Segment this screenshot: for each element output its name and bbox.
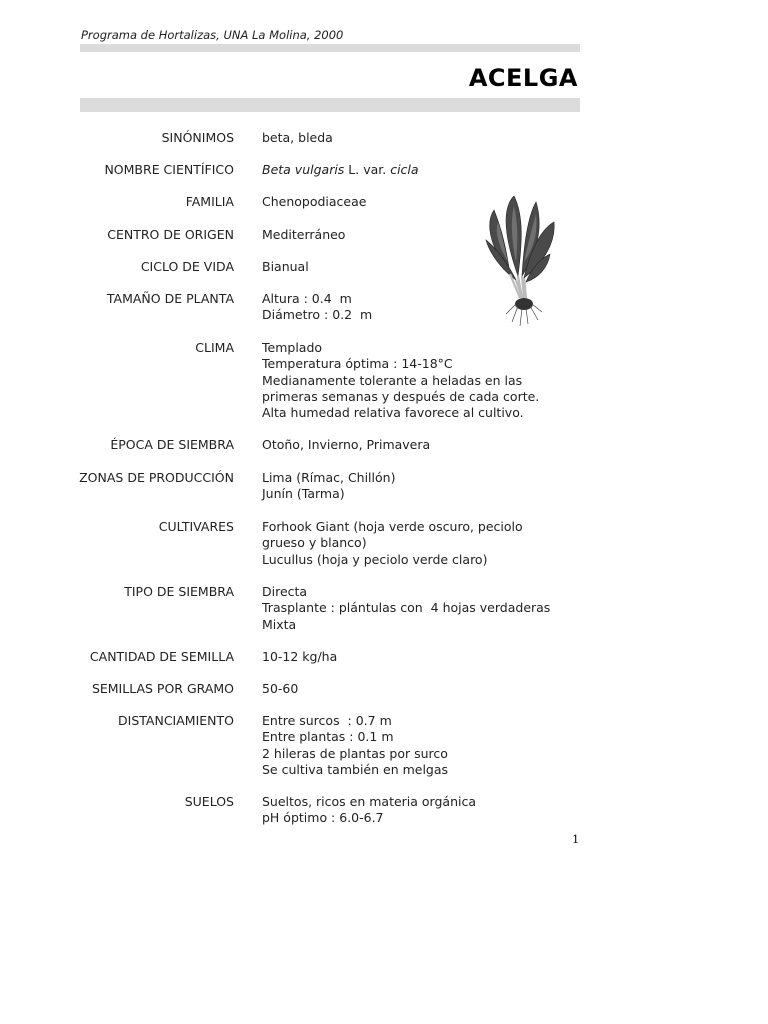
value-line: Mediterráneo: [262, 227, 346, 242]
row-value: [262, 437, 567, 453]
value-line: Entre plantas : 0.1 m: [262, 729, 394, 745]
value-line: Lucullus (hoja y peciolo verde claro): [262, 551, 488, 567]
row-value: [262, 681, 567, 697]
value-line: Templado: [262, 340, 323, 355]
header-divider-bar: [80, 44, 580, 52]
value-line: Forhook Giant (hoja verde oscuro, peciolo grueso y blanco): [262, 519, 523, 551]
row-value: [262, 227, 567, 243]
row-label: CANTIDAD DE SEMILLA: [89, 649, 234, 664]
scientific-name: [262, 162, 567, 178]
row-value: [262, 519, 567, 568]
scientific-genus: Beta vulgaris: [262, 162, 345, 177]
value-line: Chenopodiaceae: [262, 194, 367, 209]
page-title: ACELGA: [468, 64, 578, 92]
value-line: Mixta: [262, 616, 297, 632]
value-line: Diámetro : 0.2 m: [262, 307, 373, 323]
value-line: Directa: [262, 584, 308, 599]
value-line: Medianamente tolerante a heladas en las primeras semanas y después de cada corte.: [262, 372, 540, 404]
value-line: Se cultiva también en melgas: [262, 761, 449, 777]
row-label: NOMBRE CIENTÍFICO: [104, 162, 234, 177]
page-number: 1: [572, 832, 580, 846]
row-value: [262, 794, 567, 827]
value-line: Lima (Rímac, Chillón): [262, 470, 396, 485]
value-line: Otoño, Invierno, Primavera: [262, 437, 431, 452]
row-value: [262, 162, 567, 178]
row-label: SEMILLAS POR GRAMO: [91, 681, 234, 696]
row-value: [262, 130, 567, 146]
value-line: Junín (Tarma): [262, 486, 345, 502]
value-line: Temperatura óptima : 14-18°C: [262, 356, 453, 372]
value-line: Sueltos, ricos en materia orgánica: [262, 794, 476, 809]
title-divider-bar: [80, 98, 580, 112]
row-label: FAMILIA: [185, 194, 234, 209]
row-label: SUELOS: [184, 794, 234, 809]
row-value: [262, 291, 567, 324]
value-line: pH óptimo : 6.0-6.7: [262, 810, 384, 826]
value-line: 50-60: [262, 681, 299, 696]
document-header: Programa de Hortalizas, UNA La Molina, 2000: [81, 28, 344, 42]
value-line: Entre surcos : 0.7 m: [262, 713, 392, 728]
value-line: 2 hileras de plantas por surco: [262, 745, 448, 761]
row-value: [262, 649, 567, 665]
row-label: SINÓNIMOS: [161, 130, 234, 145]
row-value: [262, 584, 567, 633]
row-label: CICLO DE VIDA: [140, 259, 234, 274]
row-label: CLIMA: [195, 340, 234, 355]
row-value: [262, 340, 567, 421]
value-line: 10-12 kg/ha: [262, 649, 338, 664]
row-value: [262, 713, 567, 778]
row-label: TIPO DE SIEMBRA: [124, 584, 234, 599]
value-line: Altura : 0.4 m: [262, 291, 352, 306]
value-line: Alta humedad relativa favorece al cultivo.: [262, 405, 524, 421]
row-value: [262, 194, 567, 210]
scientific-variety: cicla: [390, 162, 419, 177]
row-label: ZONAS DE PRODUCCIÓN: [79, 470, 234, 485]
row-label: CULTIVARES: [158, 519, 234, 534]
value-line: Bianual: [262, 259, 309, 274]
scientific-author: L. var.: [344, 162, 391, 177]
row-label: TAMAÑO DE PLANTA: [106, 291, 234, 306]
row-label: ÉPOCA DE SIEMBRA: [110, 437, 234, 452]
row-label: DISTANCIAMIENTO: [118, 713, 234, 728]
row-label: CENTRO DE ORIGEN: [107, 227, 234, 242]
value-line: beta, bleda: [262, 130, 333, 145]
value-line: Trasplante : plántulas con 4 hojas verdaderas: [262, 600, 551, 616]
row-value: [262, 259, 567, 275]
row-value: [262, 470, 567, 503]
